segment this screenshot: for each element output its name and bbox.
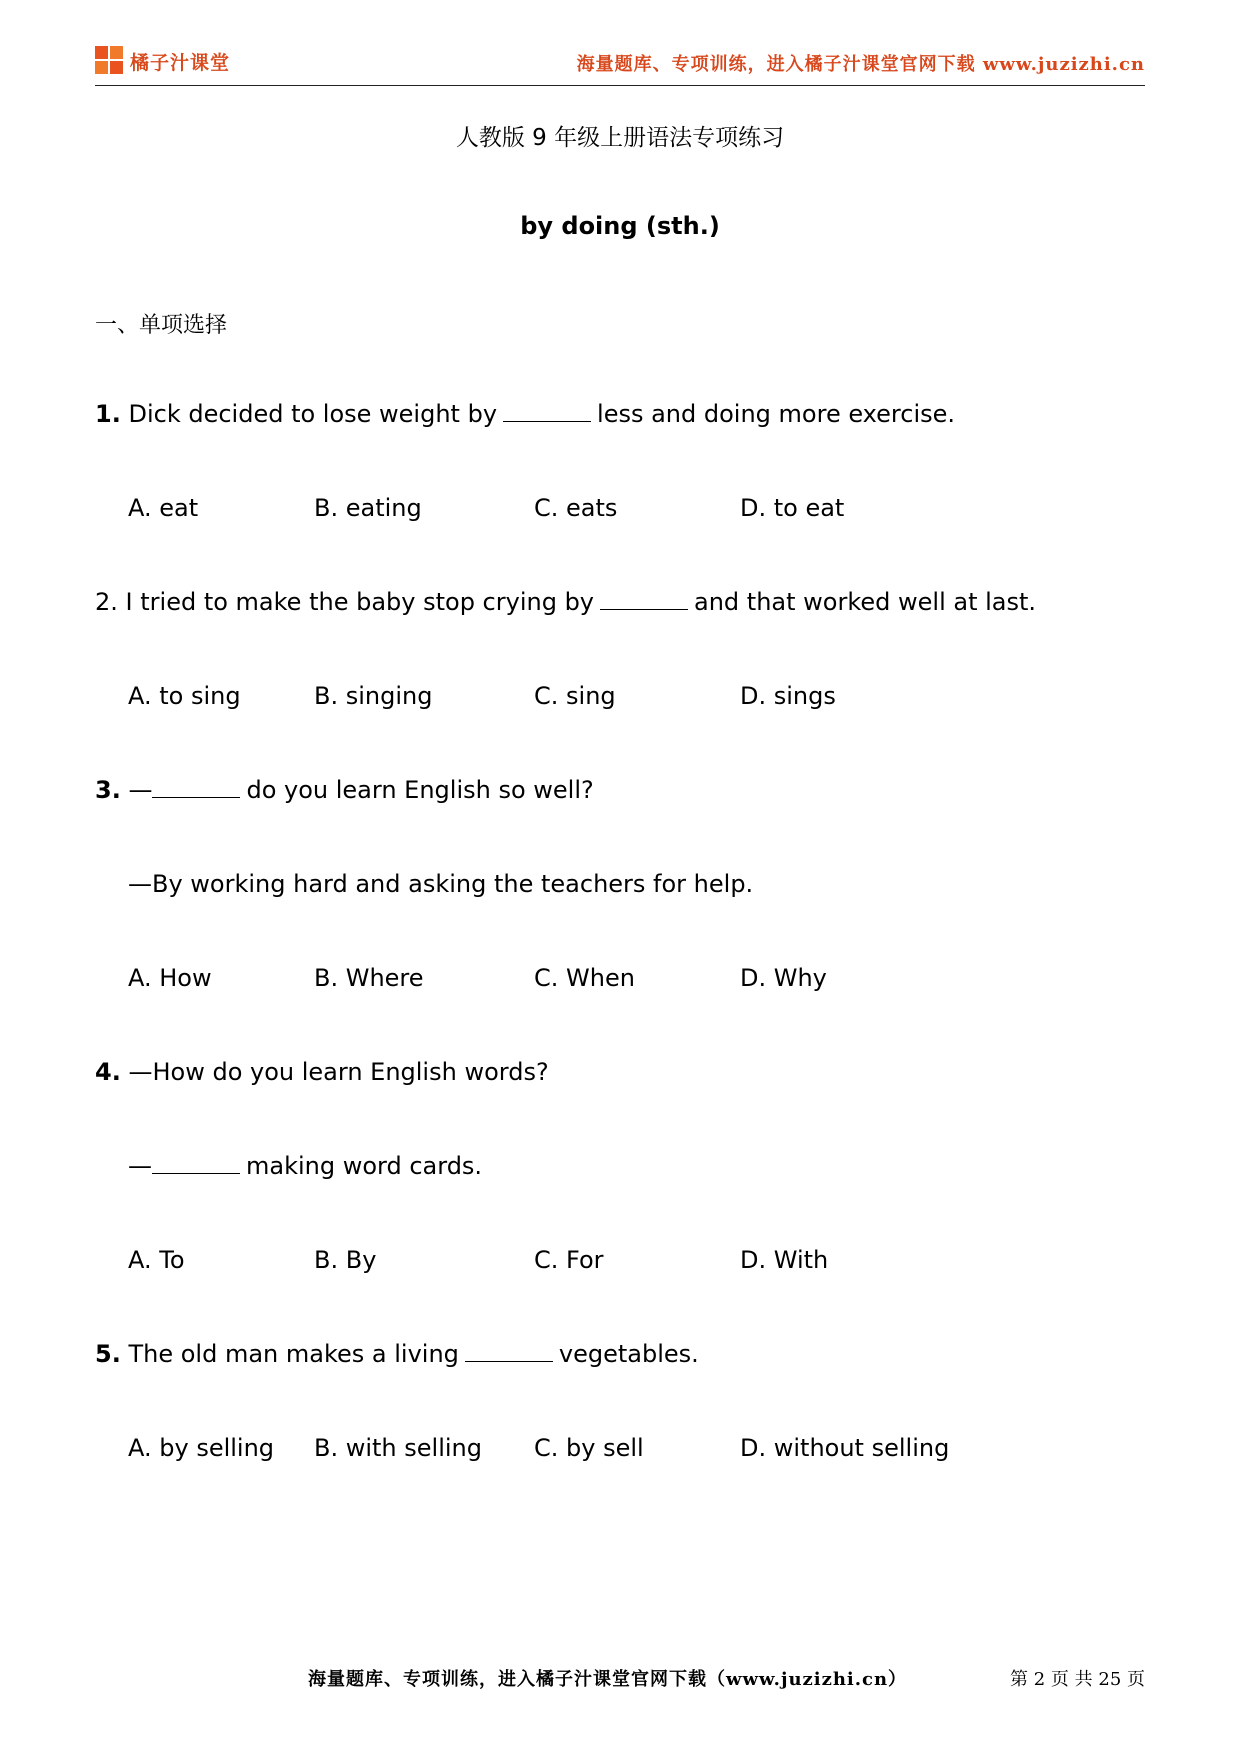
question-text-before: I tried to make the baby stop crying by xyxy=(125,588,595,616)
option-d: D. With xyxy=(740,1246,829,1274)
page-header xyxy=(95,40,1145,86)
question-1 xyxy=(95,400,955,428)
option-a: A. to sing xyxy=(128,682,241,710)
document-title: 人教版 9 年级上册语法专项练习 xyxy=(455,125,785,151)
option-b: B. singing xyxy=(314,682,433,710)
question-number: 2. xyxy=(95,588,118,616)
question-text-after: making word cards. xyxy=(246,1152,483,1180)
logo-squares-icon xyxy=(95,46,125,76)
question-text-before: The old man makes a living xyxy=(128,1340,459,1368)
question-4 xyxy=(95,1058,549,1086)
option-c: C. For xyxy=(534,1246,604,1274)
answer-blank xyxy=(152,1155,240,1174)
option-d: D. Why xyxy=(740,964,827,992)
question-number: 4. xyxy=(95,1058,121,1086)
option-a: A. How xyxy=(128,964,212,992)
option-c: C. eats xyxy=(534,494,618,522)
question-text-after: less and doing more exercise. xyxy=(597,400,956,428)
option-b: B. eating xyxy=(314,494,422,522)
section-heading: 一、单项选择 xyxy=(95,313,228,338)
option-a: A. To xyxy=(128,1246,185,1274)
answer-blank xyxy=(600,591,688,610)
question-text-after: do you learn English so well? xyxy=(246,776,594,804)
option-b: B. By xyxy=(314,1246,377,1274)
page-footer xyxy=(0,1665,1240,1695)
answer-blank xyxy=(503,403,591,422)
document-subtitle: by doing (sth.) xyxy=(520,212,720,240)
option-d: D. sings xyxy=(740,682,836,710)
question-text-before: Dick decided to lose weight by xyxy=(128,400,498,428)
header-slogan: 海量题库、专项训练，进入橘子汁课堂官网下载 www.juzizhi.cn xyxy=(576,54,1145,75)
page-number: 第 2 页 共 25 页 xyxy=(1010,1669,1145,1690)
question-number: 3. xyxy=(95,776,121,804)
option-d: D. without selling xyxy=(740,1434,950,1462)
answer-blank xyxy=(152,779,240,798)
dialogue-dash: — xyxy=(128,776,153,804)
question-text-after: and that worked well at last. xyxy=(694,588,1037,616)
question-number: 1. xyxy=(95,400,121,428)
option-d: D. to eat xyxy=(740,494,845,522)
question-number: 5. xyxy=(95,1340,121,1368)
question-2 xyxy=(95,588,1036,616)
question-5 xyxy=(95,1340,699,1368)
option-c: C. sing xyxy=(534,682,616,710)
option-c: C. When xyxy=(534,964,635,992)
dialogue-dash: — xyxy=(128,1152,152,1180)
footer-slogan: 海量题库、专项训练，进入橘子汁课堂官网下载（www.juzizhi.cn） xyxy=(308,1669,908,1690)
dialogue-answer xyxy=(128,1152,482,1180)
option-b: B. Where xyxy=(314,964,424,992)
question-3 xyxy=(95,776,594,804)
option-c: C. by sell xyxy=(534,1434,644,1462)
question-text-after: vegetables. xyxy=(558,1340,699,1368)
option-a: A. eat xyxy=(128,494,199,522)
brand-logo xyxy=(95,46,230,76)
question-prompt: —How do you learn English words? xyxy=(128,1058,549,1086)
answer-blank xyxy=(465,1343,553,1362)
logo-text: 橘子汁课堂 xyxy=(130,51,231,74)
header-divider xyxy=(95,85,1145,86)
dialogue-answer: —By working hard and asking the teachers for help. xyxy=(128,870,754,898)
option-b: B. with selling xyxy=(314,1434,482,1462)
option-a: A. by selling xyxy=(128,1434,275,1462)
